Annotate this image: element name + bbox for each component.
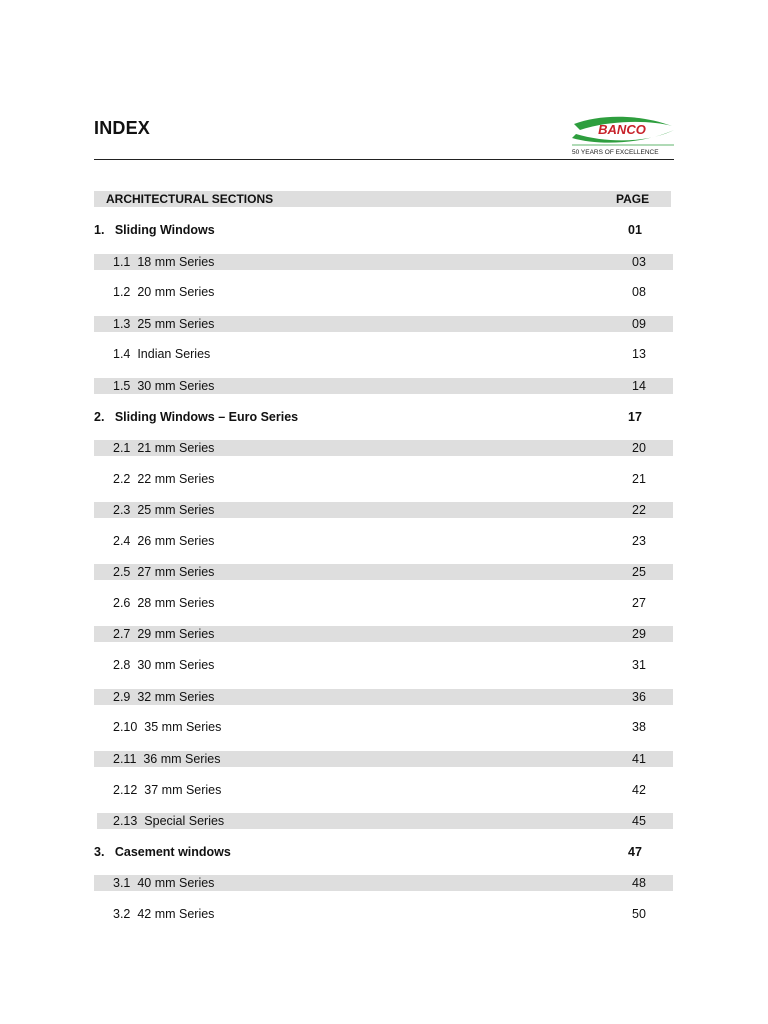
index-subsection-row <box>94 719 673 735</box>
index-entry-page: 21 <box>632 472 646 486</box>
logo-brand: BANCO <box>598 122 646 137</box>
index-subsection-row <box>94 689 673 705</box>
index-entry-label: 2.10 35 mm Series <box>113 720 222 734</box>
index-subsection-row <box>94 284 673 300</box>
index-entry-label: 2.11 36 mm Series <box>113 752 221 766</box>
index-subsection-row <box>94 346 673 362</box>
index-entry-page: 41 <box>632 752 646 766</box>
index-entry-page: 08 <box>632 285 646 299</box>
index-entry-page: 22 <box>632 503 646 517</box>
index-subsection-row <box>94 751 673 767</box>
index-entry-page: 13 <box>632 347 646 361</box>
index-entry-page: 42 <box>632 783 646 797</box>
index-entry-label: 2.3 25 mm Series <box>113 503 215 517</box>
index-entry-page: 23 <box>632 534 646 548</box>
index-entry-page: 45 <box>632 814 646 828</box>
index-entry-label: 1. Sliding Windows <box>94 223 215 237</box>
index-subsection-row <box>94 626 673 642</box>
index-subsection-row <box>94 254 673 270</box>
index-entry-label: 3.1 40 mm Series <box>113 876 215 890</box>
index-entry-page: 17 <box>628 410 642 424</box>
index-entry-page: 01 <box>628 223 642 237</box>
index-entry-label: 2.8 30 mm Series <box>113 658 215 672</box>
index-entry-page: 47 <box>628 845 642 859</box>
index-entry-page: 27 <box>632 596 646 610</box>
index-subsection-row <box>94 440 673 456</box>
index-entry-label: 1.4 Indian Series <box>113 347 211 361</box>
index-subsection-row <box>94 782 673 798</box>
index-entry-label: 1.5 30 mm Series <box>113 379 215 393</box>
header-page-label: PAGE <box>616 192 650 206</box>
index-entry-page: 03 <box>632 255 646 269</box>
index-section-row <box>94 222 673 238</box>
index-entry-page: 14 <box>632 379 646 393</box>
index-entry-label: 2.9 32 mm Series <box>113 690 215 704</box>
index-entry-label: 3.2 42 mm Series <box>113 907 215 921</box>
index-subsection-row <box>97 813 673 829</box>
index-entry-label: 2.13 Special Series <box>113 814 225 828</box>
index-entry-label: 1.3 25 mm Series <box>113 317 215 331</box>
index-section-row <box>94 844 673 860</box>
page-title: INDEX <box>94 118 151 138</box>
index-subsection-row <box>94 906 673 922</box>
index-subsection-row <box>94 378 673 394</box>
index-entry-page: 31 <box>632 658 646 672</box>
index-entry-label: 2.1 21 mm Series <box>113 441 215 455</box>
index-subsection-row <box>94 595 673 611</box>
index-entry-page: 50 <box>632 907 646 921</box>
index-entry-page: 48 <box>632 876 646 890</box>
index-entry-page: 36 <box>632 690 646 704</box>
index-entry-label: 2.12 37 mm Series <box>113 783 222 797</box>
index-subsection-row <box>94 875 673 891</box>
index-entry-label: 2.5 27 mm Series <box>113 565 215 579</box>
index-entry-label: 2.6 28 mm Series <box>113 596 215 610</box>
logo-tagline: 50 YEARS OF EXCELLENCE <box>572 149 659 156</box>
index-entry-label: 1.2 20 mm Series <box>113 285 215 299</box>
index-entry-label: 2. Sliding Windows – Euro Series <box>94 410 299 424</box>
index-entry-label: 2.4 26 mm Series <box>113 534 215 548</box>
index-entry-page: 38 <box>632 720 646 734</box>
index-subsection-row <box>94 533 673 549</box>
index-subsection-row <box>94 502 673 518</box>
index-entry-page: 29 <box>632 627 646 641</box>
index-subsection-row <box>94 564 673 580</box>
index-entry-page: 20 <box>632 441 646 455</box>
index-entry-label: 1.1 18 mm Series <box>113 255 215 269</box>
index-entry-label: 2.2 22 mm Series <box>113 472 215 486</box>
index-section-row <box>94 409 673 425</box>
index-subsection-row <box>94 471 673 487</box>
index-entry-page: 09 <box>632 317 646 331</box>
index-entry-label: 2.7 29 mm Series <box>113 627 215 641</box>
index-subsection-row <box>94 657 673 673</box>
index-subsection-row <box>94 316 673 332</box>
index-entry-page: 25 <box>632 565 646 579</box>
index-header-row <box>94 191 671 207</box>
index-entry-label: 3. Casement windows <box>94 845 231 859</box>
header-section-label: ARCHITECTURAL SECTIONS <box>106 192 274 206</box>
